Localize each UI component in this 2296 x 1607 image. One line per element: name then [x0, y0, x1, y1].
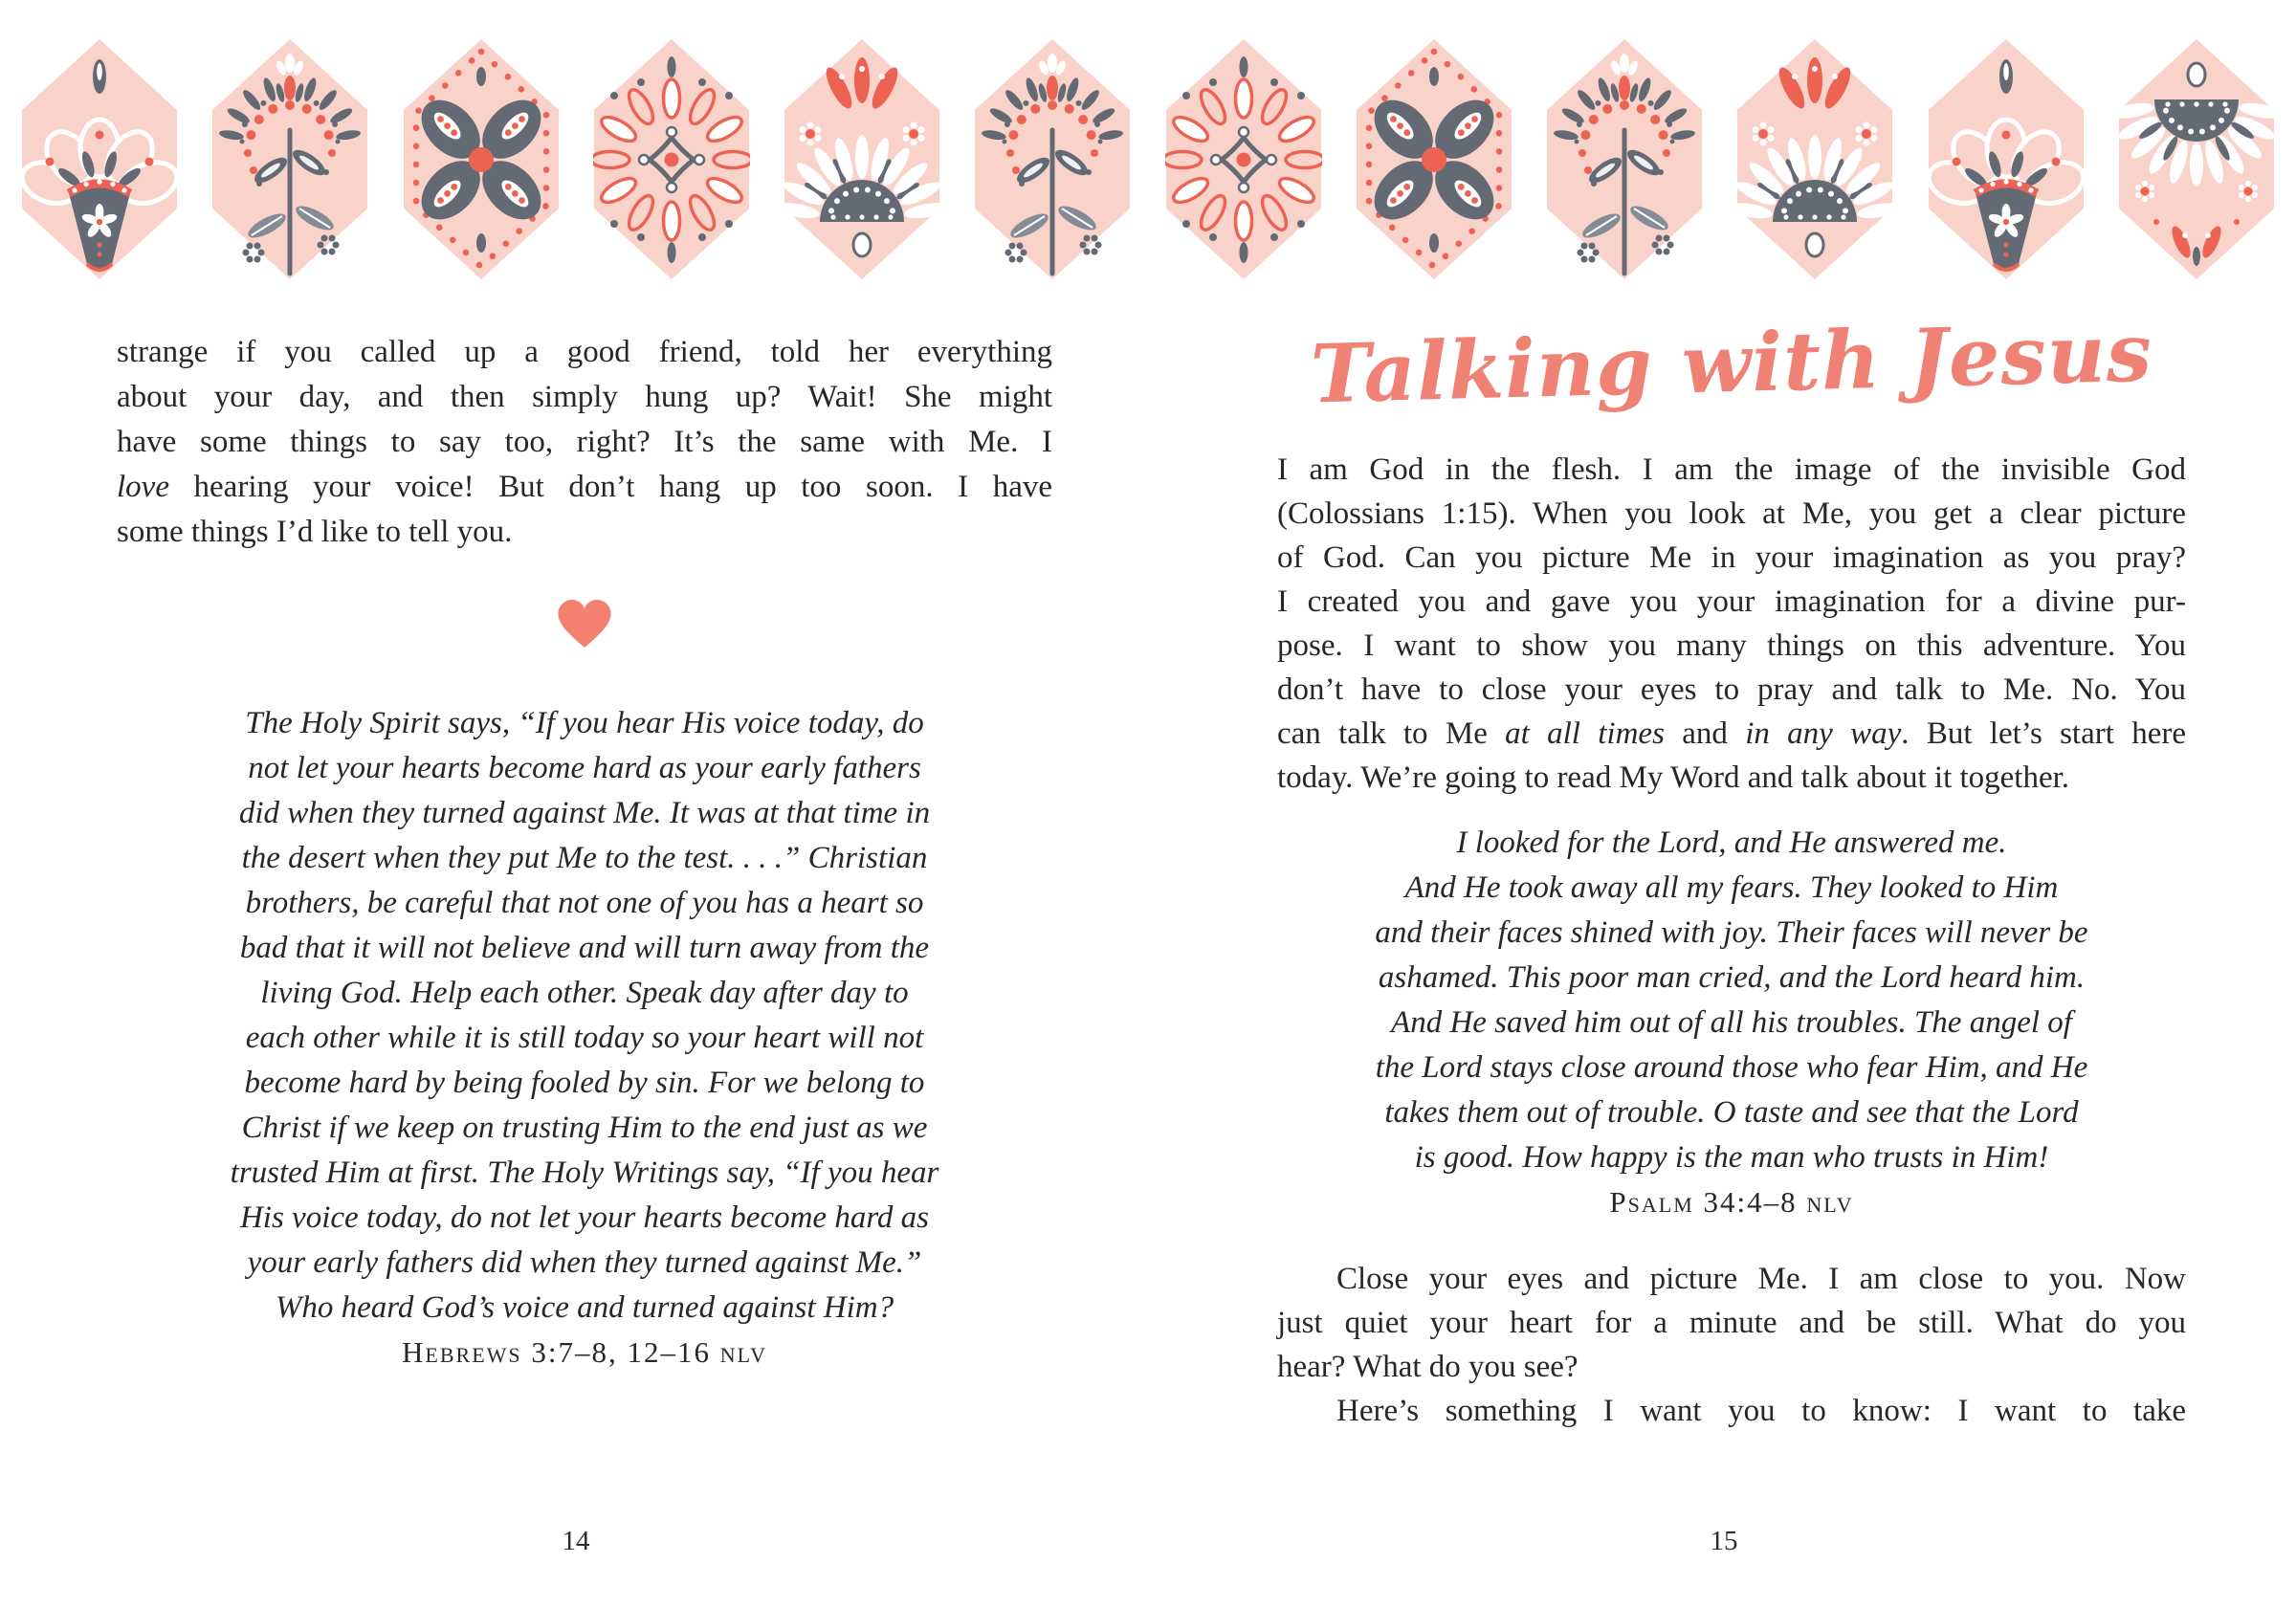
chapter-title: Talking with Jesus	[1309, 304, 2154, 422]
text-line: some things I’d like to tell you.	[117, 515, 513, 549]
fan-flower-tile-icon	[1928, 38, 2085, 280]
fan-flower-tile-icon	[21, 38, 178, 280]
cross-flower-tile-icon	[1356, 38, 1512, 280]
flower-stem-tile-icon	[211, 38, 368, 280]
section-divider	[117, 600, 1052, 648]
text-line: Christ if we keep on trusting Him to the end just as we	[241, 1111, 928, 1145]
scripture-quote	[117, 701, 1052, 1331]
text-line: become hard by being fooled by sin. For we belong to	[244, 1066, 925, 1100]
left-page	[117, 330, 1052, 1373]
text-line: the desert when they put Me to the test. . . .” Christian	[241, 841, 928, 875]
text-line: each other while it is still today so your heart will not	[245, 1021, 924, 1055]
text-line: hear? What do you see?	[1277, 1350, 1578, 1384]
text-line: love hearing your voice! But don’t hang up too soon. I have	[117, 470, 1052, 504]
text-line: And He saved him out of all his troubles. The angel of	[1391, 1005, 2072, 1040]
right-page	[1277, 304, 2186, 1433]
text-line: today. We’re going to read My Word and talk about it together.	[1277, 760, 2070, 795]
text-line: did when they turned against Me. It was at that time in	[238, 796, 931, 830]
text-line: don’t have to close your eyes to pray and talk to Me. No. You	[1277, 672, 2186, 707]
text-line: and their faces shined with joy. Their faces will never be	[1375, 915, 2088, 950]
text-line: just quiet your heart for a minute and be still. What do you	[1277, 1306, 2186, 1340]
mandala-tile-icon	[1165, 38, 1322, 280]
scripture-quote	[1277, 821, 2186, 1180]
text-line: And He took away all my fears. They looked to Him	[1404, 870, 2059, 905]
closing-paragraph	[1277, 1257, 2186, 1433]
scripture-attribution: Psalm 34:4–8 nlv	[1609, 1185, 1854, 1219]
page-number-left: 14	[562, 1526, 590, 1556]
scripture-attribution: Hebrews 3:7–8, 12–16 nlv	[402, 1335, 767, 1369]
text-line: His voice today, do not let your hearts become hard as	[239, 1200, 930, 1235]
mandala-tile-icon	[593, 38, 750, 280]
text-line: Here’s something I want you to know: I want to take	[1336, 1394, 2186, 1428]
text-line: I created you and gave you your imagination for a divine pur-	[1277, 584, 2186, 619]
flower-stem-tile-icon	[974, 38, 1131, 280]
text-line: can talk to Me at all times and in any way. But let’s start here	[1277, 716, 2186, 751]
text-line: strange if you called up a good friend, told her everything	[117, 335, 1052, 369]
body-paragraph	[117, 330, 1052, 555]
daisy-fan-tile-icon	[1736, 38, 1893, 280]
text-line: the Lord stays close around those who fear Him, and He	[1375, 1050, 2088, 1085]
text-line: (Colossians 1:15). When you look at Me, you get a clear picture	[1277, 496, 2186, 531]
text-line: not let your hearts become hard as your early fathers	[248, 751, 921, 785]
text-line: about your day, and then simply hung up? Wait! She might	[117, 380, 1052, 414]
text-line: trusted Him at first. The Holy Writings say, “If you hear	[230, 1156, 939, 1190]
decorative-band	[0, 38, 2296, 280]
text-line: Who heard God’s voice and turned against Him?	[275, 1290, 894, 1325]
text-line: takes them out of trouble. O taste and see that the Lord	[1384, 1095, 2079, 1130]
cross-flower-tile-icon	[403, 38, 560, 280]
body-paragraph	[1277, 448, 2186, 800]
text-line: Close your eyes and picture Me. I am close to you. Now	[1336, 1262, 2186, 1296]
text-line: I looked for the Lord, and He answered me.	[1456, 826, 2007, 860]
text-line: have some things to say too, right? It’s the same with Me. I	[117, 425, 1052, 459]
daisy-fan-tile-icon	[784, 38, 940, 280]
page-number-right: 15	[1710, 1526, 1738, 1556]
text-line: I am God in the flesh. I am the image of the invisible God	[1277, 452, 2186, 487]
text-line: brothers, be careful that not one of you has a heart so	[245, 886, 924, 920]
text-line: of God. Can you picture Me in your imagination as you pray?	[1277, 540, 2186, 575]
flower-stem-tile-icon	[1546, 38, 1703, 280]
text-line: ashamed. This poor man cried, and the Lord heard him.	[1378, 960, 2086, 995]
text-line: living God. Help each other. Speak day after day to	[260, 976, 909, 1010]
text-line: pose. I want to show you many things on this adventure. You	[1277, 628, 2186, 663]
text-line: your early fathers did when they turned against Me.”	[247, 1245, 922, 1280]
text-line: bad that it will not believe and will turn away from the	[239, 931, 930, 965]
text-line: is good. How happy is the man who trusts in Him!	[1414, 1140, 2049, 1175]
daisy-drop-tile-icon	[2118, 38, 2275, 280]
heart-icon	[558, 600, 611, 648]
text-line: The Holy Spirit says, “If you hear His voice today, do	[245, 706, 924, 740]
